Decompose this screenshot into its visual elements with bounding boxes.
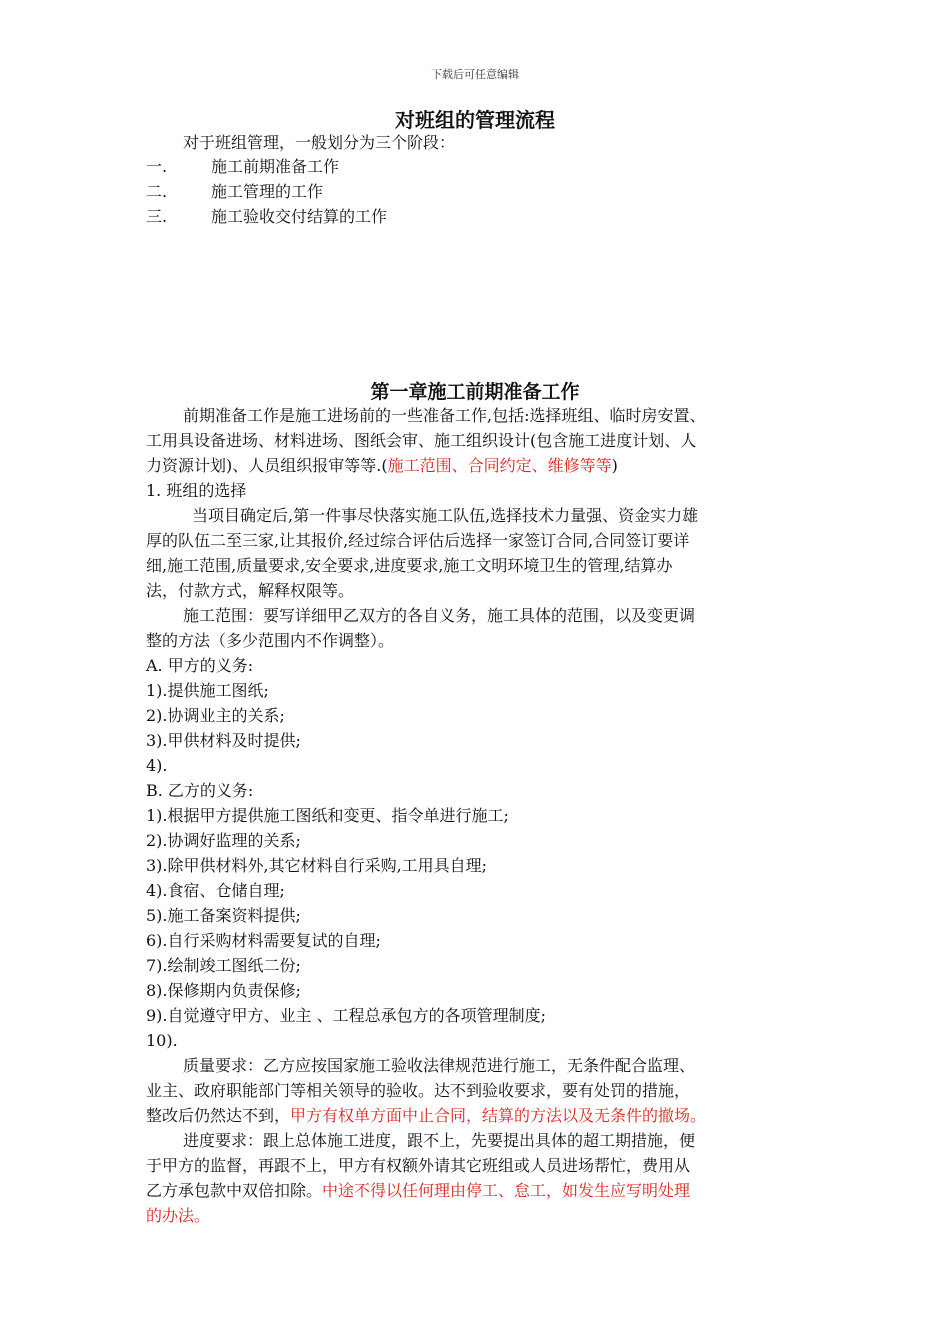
list-item: 8).保修期内负责保修; (146, 981, 301, 1000)
text-span: ) (611, 456, 618, 475)
list-item: 7).绘制竣工图纸二份; (146, 956, 301, 975)
text-span: 整改后仍然达不到， (146, 1106, 291, 1125)
list-item: 2).协调业主的关系; (146, 706, 285, 725)
highlight-red: 的办法。 (146, 1206, 211, 1225)
paragraph-line: 进度要求：跟上总体施工进度，跟不上，先要提出具体的超工期措施，便 (183, 1131, 696, 1150)
list-item: 4).食宿、仓储自理; (146, 881, 285, 900)
intro-text: 对于班组管理，一般划分为三个阶段： (183, 133, 456, 152)
highlight-red: 中途不得以任何理由停工、怠工，如发生应写明处理 (322, 1181, 691, 1200)
stage-num: 二. (146, 182, 168, 201)
highlight-red: 施工范围、合同约定、维修等等 (387, 456, 612, 475)
paragraph-line: 业主、政府职能部门等相关领导的验收。达不到验收要求，要有处罚的措施， (146, 1081, 691, 1100)
paragraph-line: 当项目确定后,第一件事尽快落实施工队伍,选择技术力量强、资金实力雄 (192, 506, 699, 525)
paragraph-line (146, 1181, 690, 1201)
paragraph-line: 施工范围：要写详细甲乙双方的各自义务，施工具体的范围，以及变更调 (183, 606, 696, 625)
text-span: 乙方承包款中双倍扣除。 (146, 1181, 323, 1200)
paragraph-line: 整的方法（多少范围内不作调整）。 (146, 631, 395, 650)
highlight-red: 甲方有权单方面中止合同，结算的方法以及无条件的撤场。 (290, 1106, 707, 1125)
stage-num: 三. (146, 207, 168, 226)
list-item: 9).自觉遵守甲方、业主 、工程总承包方的各项管理制度; (146, 1006, 546, 1025)
paragraph-line (146, 456, 618, 476)
document-title: 对班组的管理流程 (395, 108, 555, 132)
list-item: 1).根据甲方提供施工图纸和变更、指令单进行施工; (146, 806, 509, 825)
stage-text: 施工前期准备工作 (211, 157, 340, 176)
list-item: 10). (146, 1031, 178, 1050)
paragraph-line: 工用具设备进场、材料进场、图纸会审、施工组织设计(包含施工进度计划、人 (146, 431, 697, 450)
list-item: 5).施工备案资料提供; (146, 906, 301, 925)
page-header: 下载后可任意编辑 (431, 68, 519, 81)
paragraph-line: 于甲方的监督，再跟不上，甲方有权额外请其它班组或人员进场帮忙，费用从 (146, 1156, 691, 1175)
list-item: 2).协调好监理的关系; (146, 831, 301, 850)
stage-num: 一. (146, 157, 168, 176)
section-heading: 1. 班组的选择 (146, 481, 247, 500)
list-heading: A. 甲方的义务: (146, 656, 254, 675)
chapter-title: 第一章施工前期准备工作 (370, 381, 580, 403)
list-item: 3).甲供材料及时提供; (146, 731, 301, 750)
paragraph-line: 前期准备工作是施工进场前的一些准备工作,包括:选择班组、临时房安置、 (183, 406, 706, 425)
list-heading: B. 乙方的义务: (146, 781, 254, 800)
paragraph-line: 细,施工范围,质量要求,安全要求,进度要求,施工文明环境卫生的管理,结算办 (146, 556, 673, 575)
list-item: 1).提供施工图纸; (146, 681, 269, 700)
paragraph-line: 质量要求：乙方应按国家施工验收法律规范进行施工，无条件配合监理、 (183, 1056, 696, 1075)
stage-text: 施工管理的工作 (211, 182, 324, 201)
paragraph-line: 厚的队伍二至三家,让其报价,经过综合评估后选择一家签订合同,合同签订要详 (146, 531, 690, 550)
paragraph-line: 法，付款方式，解释权限等。 (146, 581, 355, 600)
stage-text: 施工验收交付结算的工作 (211, 207, 388, 226)
list-item: 6).自行采购材料需要复试的自理; (146, 931, 381, 950)
text-span: 力资源计划)、人员组织报审等等.( (146, 456, 388, 475)
list-item: 4). (146, 756, 168, 775)
paragraph-line (146, 1106, 706, 1126)
list-item: 3).除甲供材料外,其它材料自行采购,工用具自理; (146, 856, 488, 875)
